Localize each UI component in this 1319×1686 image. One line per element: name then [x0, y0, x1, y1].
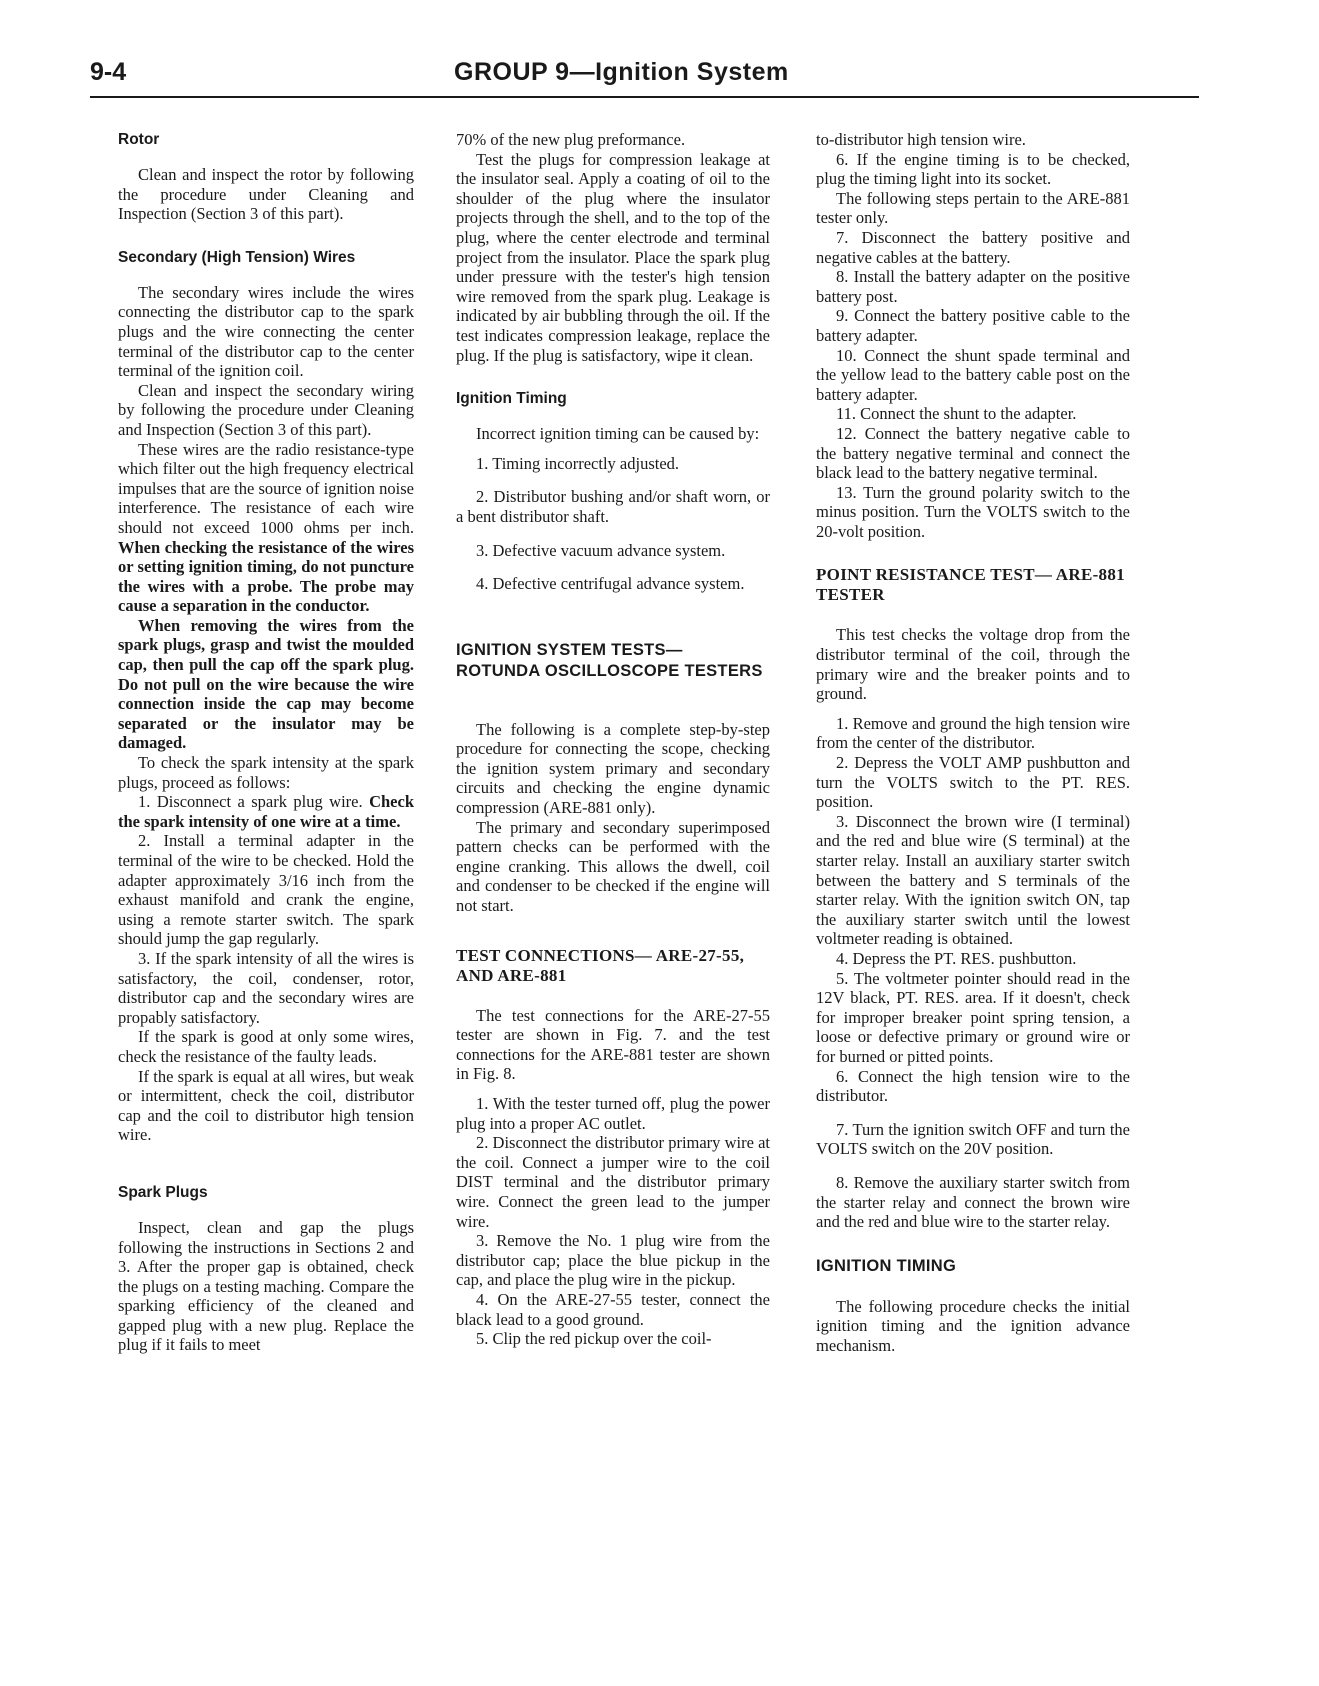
paragraph: Inspect, clean and gap the plugs following the instructions in Sections 2 and 3. After the proper gap is obtained, check the plugs on a testing maching. Compare the sparking efficiency of the cleaned and gapped plug with a new plug. Replace the plug if it fails to meet: [118, 1217, 414, 1355]
list-item: 11. Connect the shunt to the adapter.: [836, 404, 1077, 424]
paragraph: If the spark is equal at all wires, but weak or intermittent, check the coil, distributor cap and the coil to distributor high tension wire.: [118, 1066, 414, 1145]
list-item: 5. The voltmeter pointer should read in the 12V black, PT. RES. area. If it doesn't, check for improper breaker point spring tension, a loose or defective primary or ground wire or for burned or pitted points.: [816, 968, 1130, 1066]
paragraph: The test connections for the ARE-27-55 tester are shown in Fig. 7. and the test connections for the ARE-881 tester are shown in Fig. 8.: [456, 1005, 770, 1084]
paragraph: The following is a complete step-by-step procedure for connecting the scope, checking the ignition system primary and secondary circuits and checking the engine dynamic compression (ARE-881 only).: [456, 719, 770, 818]
paragraph: The secondary wires include the wires connecting the distributor cap to the spark plugs and the wire connecting the center terminal of the distributor cap to the center terminal of the ignition coil.: [118, 282, 414, 381]
list-item: 6. Connect the high tension wire to the distributor.: [816, 1066, 1130, 1106]
list-item: 2. Disconnect the distributor primary wire at the coil. Connect a jumper wire to the coil DIST terminal and the distributor primary wire. Connect the green lead to the jumper wire.: [456, 1133, 770, 1231]
heading-ignition-timing: Ignition Timing: [456, 390, 567, 408]
paragraph: [118, 440, 414, 616]
heading-ignition-system-tests: IGNITION SYSTEM TESTS— ROTUNDA OSCILLOSCOPE TESTERS: [456, 640, 763, 680]
list-item: 13. Turn the ground polarity switch to the minus position. Turn the VOLTS switch to the 20-volt position.: [816, 482, 1130, 541]
list-item: 3. If the spark intensity of all the wires is satisfactory, the coil, condenser, rotor, distributor cap and the secondary wires are propably satisfactory.: [118, 948, 414, 1027]
paragraph: Clean and inspect the secondary wiring by following the procedure under Cleaning and Inspection (Section 3 of this part).: [118, 380, 414, 439]
list-item: 2. Distributor bushing and/or shaft worn, or a bent distributor shaft.: [456, 487, 770, 526]
list-item: 3. Disconnect the brown wire (I terminal) and the red and blue wire (S terminal) at the starter relay. Install an auxiliary starter switch between the battery and S terminals of the starter relay. With the ignition switch ON, tap the auxiliary starter switch until the lowest voltmeter reading is obtained.: [816, 811, 1130, 949]
heading-rotor: Rotor: [118, 131, 160, 148]
paragraph: Test the plugs for compression leakage at the insulator seal. Apply a coating of oil to the shoulder of the plug where the insulator projects through the shell, and to the top of the plug, where the center electrode and terminal project from the insulator. Place the spark plug under pressure with the tester's high tension wire removed from the spark plug. Leakage is indicated by air bubbling through the oil. If the test indicates compression leakage, replace the plug. If the plug is satisfactory, wipe it clean.: [456, 149, 770, 365]
header-rule: [90, 96, 1199, 98]
paragraph: The primary and secondary superimposed pattern checks can be performed with the engine cranking. This allows the dwell, coil and condenser to be checked if the engine will not start.: [456, 817, 770, 916]
list-item: 2. Install a terminal adapter in the terminal of the wire to be checked. Hold the adapter approximately 3/16 inch from the exhaust manifold and crank the engine, using a remote starter switch. The spark should jump the gap regularly.: [118, 831, 414, 949]
list-item: 8. Remove the auxiliary starter switch from the starter relay and connect the brown wire and the red and blue wire to the starter relay.: [816, 1172, 1130, 1232]
paragraph: to-distributor high tension wire.: [816, 130, 1026, 149]
list-item: 3. Remove the No. 1 plug wire from the distributor cap; place the blue pickup in the cap, and place the plug wire in the pickup.: [456, 1231, 770, 1290]
list-item: [118, 792, 414, 831]
paragraph: The following steps pertain to the ARE-881 tester only.: [816, 188, 1130, 228]
page-number: 9-4: [90, 58, 127, 86]
list-item: 8. Install the battery adapter on the positive battery post.: [816, 267, 1130, 306]
heading-point-resistance-test: POINT RESISTANCE TEST— ARE-881 TESTER: [816, 565, 1125, 605]
list-item: 4. On the ARE-27-55 tester, connect the black lead to a good ground.: [456, 1289, 770, 1329]
heading-spark-plugs: Spark Plugs: [118, 1183, 208, 1201]
list-item: 2. Depress the VOLT AMP pushbutton and turn the VOLTS switch to the PT. RES. position.: [816, 753, 1130, 812]
heading-secondary-wires: Secondary (High Tension) Wires: [118, 248, 356, 266]
column-1: [118, 130, 414, 1355]
column-3: [816, 130, 1130, 1355]
heading-ignition-timing-caps: IGNITION TIMING: [816, 1256, 957, 1275]
list-item: 3. Defective vacuum advance system.: [476, 540, 726, 560]
list-item: 9. Connect the battery positive cable to the battery adapter.: [816, 306, 1130, 345]
list-item: 4. Defective centrifugal advance system.: [476, 574, 745, 594]
paragraph: Incorrect ignition timing can be caused by:: [476, 424, 760, 444]
text-run: 1. Disconnect a spark plug wire.: [138, 792, 370, 812]
list-item: 7. Turn the ignition switch OFF and turn the VOLTS switch on the 20V position.: [816, 1119, 1130, 1159]
list-item: 5. Clip the red pickup over the coil-: [476, 1329, 712, 1349]
warning-text: When checking the resistance of the wires or setting ignition timing, do not puncture the wires with a probe. The probe may cause a separation in the conductor.: [118, 537, 414, 616]
list-item: 7. Disconnect the battery positive and negative cables at the battery.: [816, 227, 1130, 267]
warning-text: Check the spark intensity of one wire at a time.: [118, 792, 414, 831]
text-run: These wires are the radio resistance-type which filter out the high frequency electrical impulses that are the source of ignition noise interference. The resistance of each wire should not exceed 1000 ohms per inch.: [118, 439, 414, 537]
paragraph: This test checks the voltage drop from the distributor terminal of the coil, through the primary wire and the breaker points and to ground.: [816, 625, 1130, 704]
warning-paragraph: When removing the wires from the spark plugs, grasp and twist the moulded cap, then pull the cap off the spark plug. Do not pull on the wire because the wire connection inside the cap may become separated or the insulator may be damaged.: [118, 615, 414, 753]
paragraph: If the spark is good at only some wires, check the resistance of the faulty leads.: [118, 1027, 414, 1066]
page-title: GROUP 9—Ignition System: [454, 58, 789, 86]
paragraph: 70% of the new plug preformance.: [456, 130, 686, 149]
list-item: 10. Connect the shunt spade terminal and the yellow lead to the battery cable post on the battery adapter.: [816, 345, 1130, 404]
list-item: 4. Depress the PT. RES. pushbutton.: [836, 948, 1077, 968]
list-item: 6. If the engine timing is to be checked, plug the timing light into its socket.: [816, 149, 1130, 189]
list-item: 1. Timing incorrectly adjusted.: [476, 453, 680, 473]
list-item: 12. Connect the battery negative cable to the battery negative terminal and connect the black lead to the battery negative terminal.: [816, 423, 1130, 483]
paragraph: The following procedure checks the initial ignition timing and the ignition advance mechanism.: [816, 1296, 1130, 1355]
paragraph-rotor: Clean and inspect the rotor by following the procedure under Cleaning and Inspection (Section 3 of this part).: [118, 165, 414, 224]
heading-test-connections: TEST CONNECTIONS— ARE-27-55, AND ARE-881: [456, 945, 745, 985]
list-item: 1. Remove and ground the high tension wire from the center of the distributor.: [816, 713, 1130, 753]
paragraph: To check the spark intensity at the spark plugs, proceed as follows:: [118, 753, 414, 792]
column-2: [456, 130, 770, 1349]
list-item: 1. With the tester turned off, plug the power plug into a proper AC outlet.: [456, 1094, 770, 1133]
